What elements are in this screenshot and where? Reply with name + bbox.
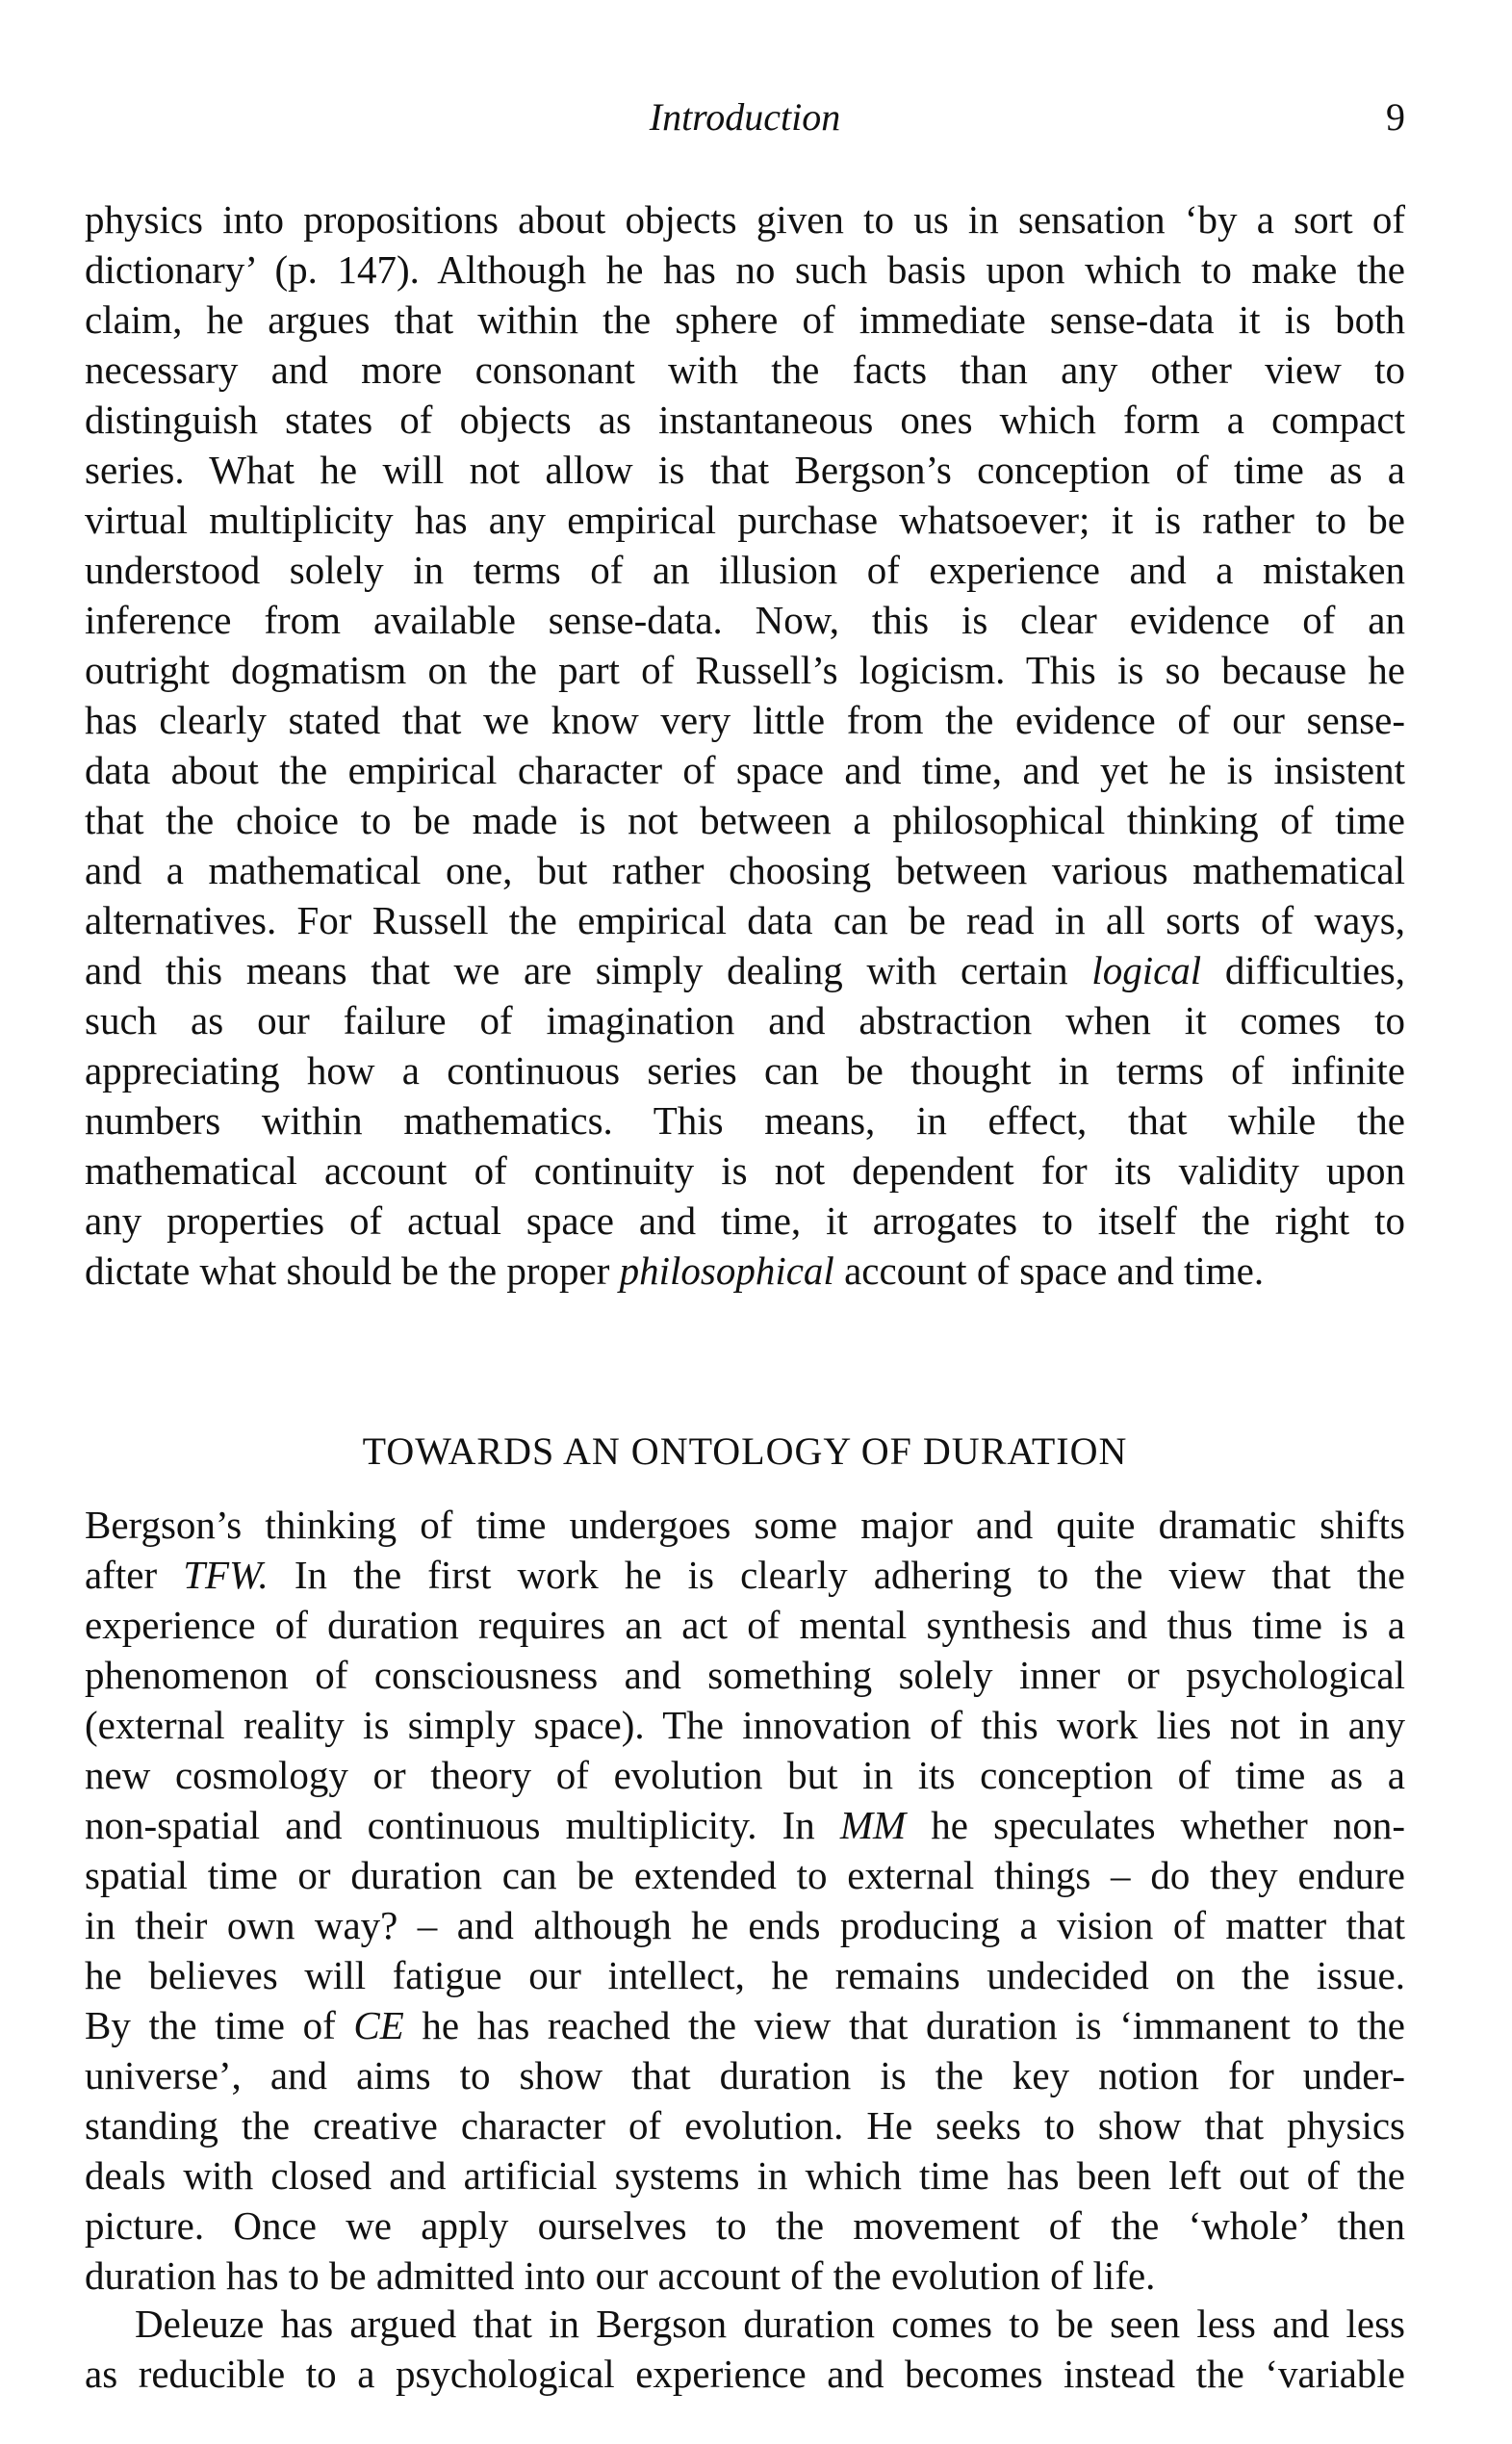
text-line: inference from available sense-data. Now, this is clear evidence of an bbox=[85, 598, 1405, 642]
text-segment: account of space and time. bbox=[833, 1248, 1265, 1293]
paragraph-deleuze bbox=[85, 2299, 1405, 2399]
text-line: physics into propositions about objects given to us in sensation ‘by a sort of bbox=[85, 197, 1405, 242]
text-line: numbers within mathematics. This means, in effect, that while the bbox=[85, 1098, 1405, 1143]
emphasis-philosophical: philosophical bbox=[619, 1248, 834, 1293]
text-line: Bergson’s thinking of time undergoes some major and quite dramatic shifts bbox=[85, 1503, 1405, 1547]
text-line: Deleuze has argued that in Bergson duration comes to be seen less and less bbox=[135, 2302, 1405, 2346]
text-line: such as our failure of imagination and abstraction when it comes to bbox=[85, 998, 1405, 1042]
text-segment: difficulties, bbox=[1201, 948, 1405, 992]
text-segment: he speculates whether non- bbox=[906, 1803, 1405, 1847]
section-heading: TOWARDS AN ONTOLOGY OF DURATION bbox=[362, 1429, 1128, 1473]
text-line: that the choice to be made is not between a philosophical thinking of time bbox=[85, 798, 1405, 842]
text-line: alternatives. For Russell the empirical data can be read in all sorts of ways, bbox=[85, 898, 1405, 942]
text-line: universe’, and aims to show that duration is the key notion for under- bbox=[85, 2053, 1405, 2097]
text-segment: By the time of bbox=[85, 2003, 354, 2047]
emphasis-mm: MM bbox=[839, 1803, 907, 1847]
text-line: understood solely in terms of an illusion of experience and a mistaken bbox=[85, 548, 1405, 592]
emphasis-ce: CE bbox=[353, 2003, 404, 2047]
text-line: has clearly stated that we know very little from the evidence of our sense- bbox=[85, 698, 1405, 742]
text-line: mathematical account of continuity is not dependent for its validity upon bbox=[85, 1148, 1405, 1193]
text-line: any properties of actual space and time, it arrogates to itself the right to bbox=[85, 1198, 1405, 1243]
text-line: virtual multiplicity has any empirical purchase whatsoever; it is rather to be bbox=[85, 498, 1405, 542]
text-line: appreciating how a continuous series can be thought in terms of infinite bbox=[85, 1048, 1405, 1093]
text-line: data about the empirical character of space and time, and yet he is insistent bbox=[85, 748, 1405, 792]
text-line: in their own way? – and although he ends producing a vision of matter that bbox=[85, 1903, 1405, 1947]
text-line: spatial time or duration can be extended to external things – do they endure bbox=[85, 1853, 1405, 1897]
running-title: Introduction bbox=[649, 95, 841, 139]
page-number: 9 bbox=[1386, 95, 1405, 139]
text-line bbox=[85, 2000, 1405, 2050]
text-line: outright dogmatism on the part of Russell’s logicism. This is so because he bbox=[85, 648, 1405, 692]
text-line: picture. Once we apply ourselves to the movement of the ‘whole’ then bbox=[85, 2203, 1405, 2248]
text-line: standing the creative character of evolution. He seeks to show that physics bbox=[85, 2103, 1405, 2148]
text-segment: non-spatial and continuous multiplicity. In bbox=[85, 1803, 840, 1847]
text-line: (external reality is simply space). The innovation of this work lies not in any bbox=[85, 1703, 1405, 1747]
text-line: dictionary’ (p. 147). Although he has no such basis upon which to make the bbox=[85, 247, 1405, 292]
text-line: necessary and more consonant with the facts than any other view to bbox=[85, 347, 1405, 392]
text-segment: In the first work he is clearly adhering to the view that the bbox=[268, 1553, 1406, 1597]
text-line bbox=[85, 1246, 1405, 1296]
text-line: new cosmology or theory of evolution but in its conception of time as a bbox=[85, 1753, 1405, 1797]
text-line: claim, he argues that within the sphere of immediate sense-data it is both bbox=[85, 297, 1405, 342]
running-head bbox=[85, 89, 1405, 146]
text-line: as reducible to a psychological experience and becomes instead the ‘variable bbox=[85, 2352, 1405, 2396]
text-line bbox=[85, 945, 1405, 995]
text-line: duration has to be admitted into our account of the evolution of life. bbox=[85, 2253, 1156, 2298]
text-segment: dictate what should be the proper bbox=[85, 1248, 620, 1293]
emphasis-logical: logical bbox=[1091, 948, 1202, 992]
text-line: experience of duration requires an act of mental synthesis and thus time is a bbox=[85, 1603, 1405, 1647]
text-line: distinguish states of objects as instantaneous ones which form a compact bbox=[85, 398, 1405, 442]
text-segment: and this means that we are simply dealing with certain bbox=[85, 948, 1092, 992]
text-line bbox=[85, 1800, 1405, 1850]
text-segment: after bbox=[85, 1553, 184, 1597]
text-line: deals with closed and artificial systems in which time has been left out of the bbox=[85, 2153, 1405, 2198]
text-segment: he has reached the view that duration is ‘immanent to the bbox=[403, 2003, 1405, 2047]
text-line bbox=[85, 1550, 1405, 1600]
paragraph-bergson-shifts bbox=[85, 1500, 1405, 2301]
emphasis-tfw: TFW. bbox=[183, 1553, 269, 1597]
text-line: and a mathematical one, but rather choosing between various mathematical bbox=[85, 848, 1405, 892]
text-line: phenomenon of consciousness and something solely inner or psychological bbox=[85, 1653, 1405, 1697]
paragraph-russell-logicism bbox=[85, 194, 1405, 1296]
text-line: he believes will fatigue our intellect, he remains undecided on the issue. bbox=[85, 1953, 1405, 1997]
text-line: series. What he will not allow is that Bergson’s conception of time as a bbox=[85, 448, 1405, 492]
